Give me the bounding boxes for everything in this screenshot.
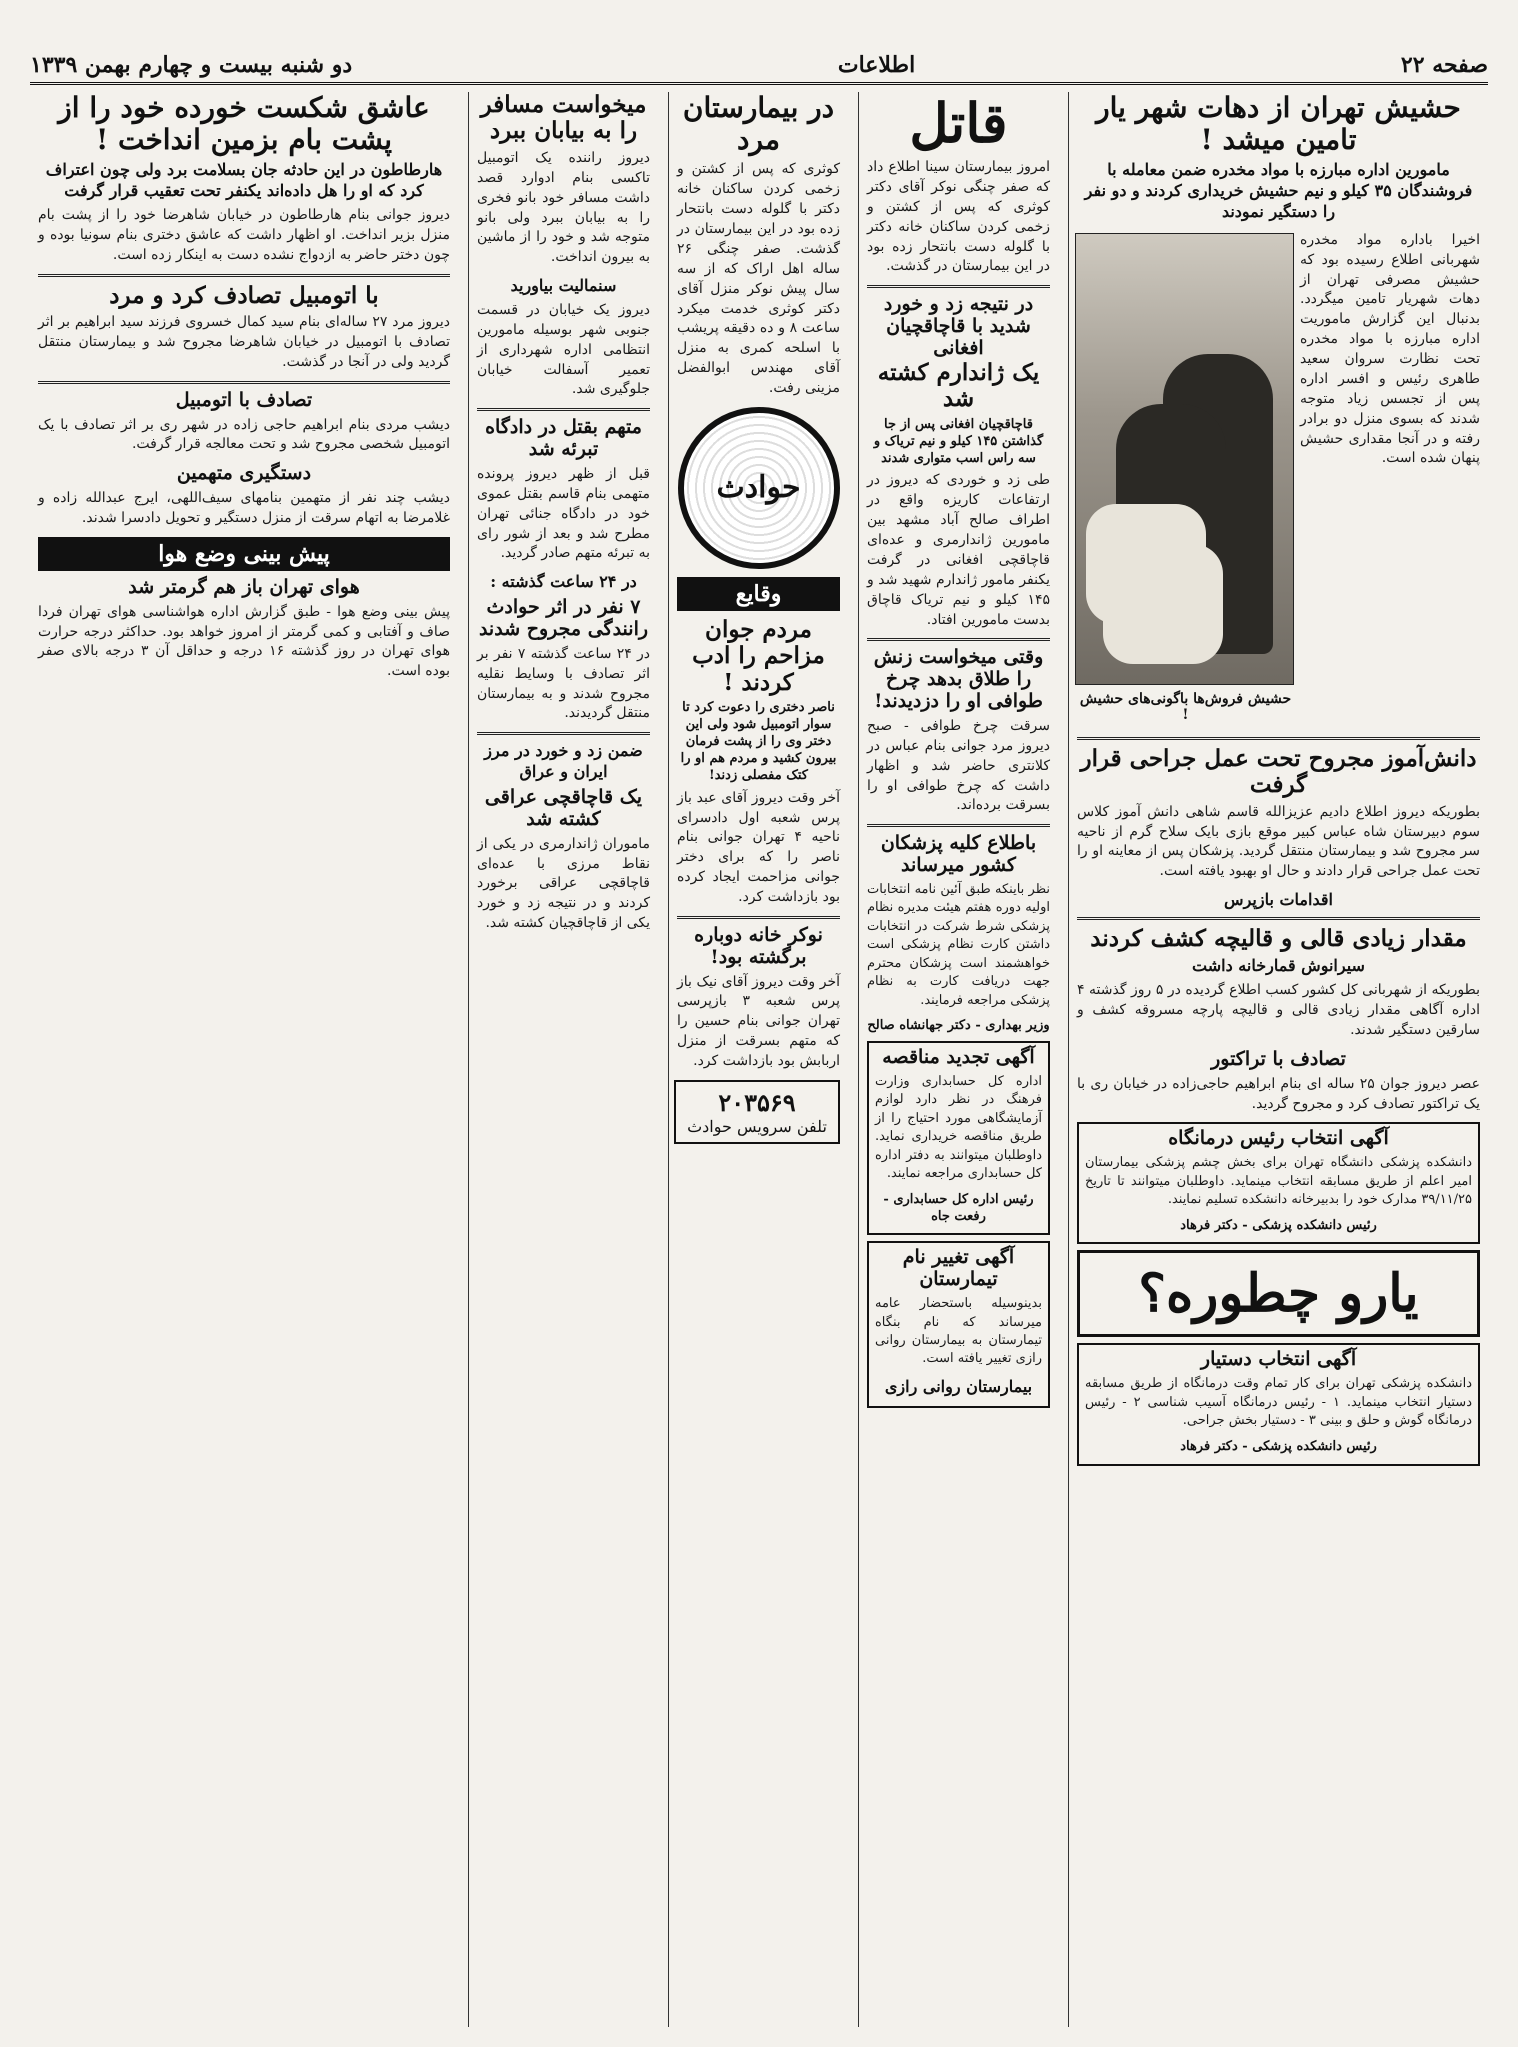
article-body-physicians: نظر باینکه طبق آئین نامه انتخابات اولیه دوره هفتم هیئت مدیره نظام پزشکی شرط شرکت در انتخابات داشتن کارت نظام پزشکی است خواهشمند است پزشکان محترم جهت دریافت کارت به نظام پزشکی مراجعه فرمایند. — [867, 882, 1050, 1008]
photo-hashish-sellers — [1075, 233, 1294, 685]
subhead-youth: ناصر دختری را دعوت کرد تا سوار اتومبیل شود ولی این دختر وی را از پشت فرمان بیرون کشید و مردم هم او را کتک مفصلی زدند! — [680, 700, 837, 783]
article-body-hashish: اخیرا باداره مواد مخدره شهربانی اطلاع رسیده بود که حشیش مصرفی تهران از دهات شهریار تامین میگردد. بدنبال این گزارش ماموریت اداره مبارزه با مواد مخدره تحت نظارت سروان سعید طاهری رئیس و افسر اداره پس از تجسس زیاد متوجه شدند که بسوی منزل دو برادر رفته و در آنجا مقداری حشیش پنهان شده است. — [1300, 231, 1480, 467]
notice-assistant — [1077, 1343, 1480, 1465]
article-body-killer: امروز بیمارستان سینا اطلاع داد که صفر چنگی نوکر آقای دکتر کوثری که پس از کشتن و زخمی کردن ساکنان خانه دکتر با گلوله دست بانتحار زده بود در این بیمارستان در گذشت. — [867, 159, 1050, 275]
section-investigator: اقدامات بازپرس — [1224, 890, 1333, 910]
headline-traffic-injured: ۷ نفر در اثر حوادث رانندگی مجروح شدند — [478, 596, 649, 640]
article-body-accident: دیشب مردی بنام ابراهیم حاجی زاده در شهر ری بر اثر تصادف با یک اتومبیل شخصی مجروح شد و تحت معالجه قرار گرفت. — [38, 416, 450, 453]
article-body-youth: آخر وقت دیروز آقای عبد باز پرس شعبه اول دادسرای ناحیه ۴ تهران جوانی بنام ناصر را که برای دختر جوانی مزاحمت ایجاد کرده بود بازداشت کرد. — [677, 789, 840, 906]
rename-body: بدینوسیله باستحضار عامه میرساند که نام بنگاه تیمارستان به بیمارستان روانی رازی تغییر یافته است. — [875, 1296, 1042, 1367]
subhead-cement: سنمالیت بیاورید — [510, 276, 617, 296]
article-body-iraq: ماموران ژاندارمری در یکی از نقاط مرزی با عده‌ای قاچاقچی عراقی برخورد کردند و در نتیجه زد و خورد یکی از قاچاقچیان کشته شد. — [477, 835, 650, 932]
column-3 — [668, 92, 848, 2027]
headline-carpets: مقدار زیادی قالی و قالیچه کشف کردند — [1090, 924, 1467, 952]
notice2-signature: رئیس دانشکده پزشکی - دکتر فرهاد — [1180, 1438, 1377, 1454]
tender-signature: رئیس اداره کل حسابداری - رفعت جاه — [883, 1191, 1034, 1224]
notice-hospital-rename — [867, 1241, 1050, 1407]
physicians-signature: وزیر بهداری - دکتر جهانشاه صالح — [867, 1018, 1050, 1034]
article-body-died: کوثری که پس از کشتن و زخمی کردن ساکنان خانه دکتر با گلوله دست بانتحار زده بود در این بیمارستان در گذشت. صفر چنگی ۲۶ ساله اهل اراک که از سه سال پیش نوکر منزل آقای دکتر کوثری خدمت میکرد ساعت ۸ و ده دقیقه پریشب با اسلحه کمری به منزل آقای مهندس ابوالفضل مزینی رفت. — [677, 161, 841, 396]
events-phone-number: ۲۰۳۵۶۹ — [718, 1087, 796, 1117]
column-5 — [30, 92, 458, 2027]
weather-forecast-banner: پیش بینی وضع هوا — [38, 537, 450, 571]
headline-youth-punished: مردم جوان مزاحم را ادب کردند ! — [692, 615, 825, 696]
headline-killer: قاتل — [909, 92, 1008, 155]
events-banner: وقایع — [677, 577, 840, 611]
column-1 — [1068, 92, 1488, 2027]
subhead-afghan: قاچاقچیان افغانی پس از جا گذاشتن ۱۴۵ کیلو و نیم تریاک و سه راس اسب متواری شدند — [873, 416, 1044, 466]
issue-date: دو شنبه بیست و چهارم بهمن ۱۳۳۹ — [30, 52, 353, 78]
notice2-title: آگهی انتخاب دستیار — [1200, 1348, 1357, 1371]
article-body-acquitted: قبل از ظهر دیروز پرونده متهمی بنام قاسم بقتل عموی خود در دادگاه جنائی تهران مطرح شد و بعد از شور رای به تبرئه متهم صادر گردید. — [477, 465, 650, 562]
article-body-crash: دیروز مرد ۲۷ ساله‌ای بنام سید کمال خسروی فرزند سید ابراهیم بر اثر تصادف با اتومبیل در خیابان شاهرضا مجروح شد و بیمارستان منتقل گردید ولی در آنجا در گذشت. — [38, 314, 450, 370]
headline-iraqi-smuggler: یک قاچاقچی عراقی کشته شد — [484, 785, 643, 830]
headline-acquitted: متهم بقتل در دادگاه تبرئه شد — [485, 416, 642, 461]
headline-servant-returned: نوکر خانه دوباره برگشته بود! — [694, 923, 823, 968]
photo-caption: حشیش فروش‌ها باگونی‌های حشیش ! — [1079, 690, 1292, 723]
headline-student-surgery: دانش‌آموز مجروح تحت عمل جراحی قرار گرفت — [1080, 744, 1477, 799]
masthead — [30, 48, 1488, 85]
article-body-lover: دیروز جوانی بنام هارطاطون در خیابان شاهرضا خود را از پشت بام منزل بزیر انداخت. او اظهار داشت که عاشق دختری بنام سونیا بوده و چون دختر حاضر به ازدواج نشده دست به اینکار زده است. — [38, 206, 450, 263]
subhead-lover: هارطاطون در این حادثه جان بسلامت برد ولی چون اعتراف کرد که او را هل داده‌اند یکنفر تحت تعقیب قرار گرفت — [45, 160, 443, 201]
rename-new-name: بیمارستان روانی رازی — [884, 1376, 1033, 1396]
headline-tractor: تصادف با تراکتور — [1211, 1047, 1346, 1070]
subhead-24h: در ۲۴ ساعت گذشته : — [490, 572, 637, 592]
subhead-hashish: مامورین اداره مبارزه با مواد مخدره ضمن معامله با فروشندگان ۳۵ کیلو و نیم حشیش خریداری کردند و دو نفر را دستگیر نمودند — [1084, 160, 1473, 221]
headline-arrest: دستگیری متهمین — [176, 462, 312, 485]
headline-car-accident: تصادف با اتومبیل — [175, 388, 313, 411]
headline-gendarme-killed: یک ژاندارم کشته شد — [877, 358, 1040, 413]
article-body-cement: دیروز یک خیابان در قسمت جنوبی شهر بوسیله مامورین انتظامی اداره شهرداری از تعمیر آسفالت خیابان جلوگیری شد. — [477, 301, 650, 398]
column-4 — [468, 92, 658, 2027]
headline-died-hospital: در بیمارستان مرد — [682, 92, 835, 157]
headline-cart-stolen: وقتی میخواست زنش را طلاق بدهد چرخ طوافی او را دزدیدند! — [873, 646, 1044, 713]
advertisement-yaroo: یارو چطوره؟ — [1077, 1250, 1480, 1337]
headline-lover: عاشق شکست خورده خود را از پشت بام بزمین انداخت ! — [58, 92, 430, 157]
article-body-passenger: دیروز راننده یک اتومبیل تاکسی بنام ادوارد قصد داشت مسافر خود بانو فخری را به بیابان ببرد ولی بانو متوجه شد و خود را از ماشین به بیرون انداخت. — [477, 149, 650, 266]
events-phone-label: تلفن سرویس حوادث — [687, 1116, 827, 1136]
notice-clinic-head — [1077, 1122, 1480, 1244]
article-body-weather: پیش بینی وضع هوا - طبق گزارش اداره هواشناسی هوای تهران فردا صاف و آفتابی و کمی گرمتر از امروز خواهد بود. حداکثر درجه حرارت هوای تهران در روز گذشته ۱۶ درجه و حداقل آن ۳ درجه بالای صفر بوده است. — [38, 603, 450, 680]
article-body-carpets: بطوریکه از شهربانی کل کشور کسب اطلاع گردیده در ۵ روز گذشته ۴ اداره آگاهی مقدار زیادی قالی و قالیچه پارچه مسروقه کشف و سارقین دستگیر شدند. — [1077, 982, 1480, 1038]
headline-passenger: میخواست مسافر را به بیابان ببرد — [480, 92, 647, 145]
page-number: صفحه ۲۲ — [1400, 52, 1488, 78]
article-body-student: بطوریکه دیروز اطلاع دادیم عزیزالله قاسم شاهی دانش آموز کلاس سوم دبیرستان شاه عباس کبیر موقع بازی بایک سلاح گرم از ناحیه سر مجروح شد و بیمارستان منتقل گردید. پزشکان پس از معاینه او را تحت عمل جراحی قرار دادند و حال او بهبود یافته است. — [1077, 803, 1480, 880]
notice-body: دانشکده پزشکی دانشگاه تهران برای بخش چشم پزشکی بیمارستان امیر اعلم از طریق مسابقه انتخاب مینماید. داوطلبان میتوانند تا تاریخ ۳۹/۱۱/۲۵ مدارک خود را بدبیرخانه دانشکده تسلیم نمایند. — [1085, 1155, 1472, 1208]
article-body-afghan: طی زد و خوردی که دیروز در ارتفاعات کاریزه واقع در اطراف صالح آباد مشهد بین مامورین ژاندارمری و عده‌ای قاچاقچی افغانی در گرفت یکنفر مامور ژاندارم شهید شد و ۱۴۵ کیلو و نیم تریاک قاچاق بدست مامورین افتاد. — [867, 472, 1050, 628]
headline-car-crash-death: با اتومبیل تصادف کرد و مرد — [109, 281, 379, 309]
article-body-cart: سرقت چرخ طوافی - صبح دیروز مرد جوانی بنام عباس در کلانتری حاضر شد و اظهار داشت که چرخ طوافی او را بسرقت برده‌اند. — [867, 717, 1050, 814]
article-body-servant: آخر وقت دیروز آقای نیک باز پرس شعبه ۳ بازپرسی تهران جوانی بنام حسین را که متهم بسرقت از منزل اربابش بود بازداشت کرد. — [677, 973, 840, 1070]
headline-afghan-clash: در نتیجه زد و خورد شدید با قاچاقچیان افغانی — [883, 293, 1034, 360]
events-logo: حوادث — [678, 407, 840, 569]
notice2-body: دانشکده پزشکی تهران برای کار تمام وقت درمانگاه از طریق مسابقه دستیار انتخاب مینماید. ۱ - رئیس درمانگاه آسیب شناسی ۲ - رئیس درمانگاه گوش و حلق و بینی ۳ - دستیار بخش جراحی. — [1085, 1376, 1472, 1429]
tender-title: آگهی تجدید مناقصه — [882, 1046, 1035, 1069]
headline-hashish: حشیش تهران از دهات شهر یار تامین میشد ! — [1096, 92, 1461, 157]
events-phone-box — [674, 1080, 840, 1144]
notice-title: آگهی انتخاب رئیس درمانگاه — [1168, 1127, 1389, 1150]
headline-weather: هوای تهران باز هم گرمتر شد — [128, 575, 360, 598]
article-body-tractor: عصر دیروز جوان ۲۵ ساله ای بنام ابراهیم حاجی‌زاده در خیابان ری با یک تراکتور تصادف کرد و مجروح گردید. — [1077, 1075, 1480, 1112]
notice-signature: رئیس دانشکده پزشکی - دکتر فرهاد — [1180, 1217, 1377, 1233]
paper-name: اطلاعات — [837, 52, 916, 78]
headline-physicians: باطلاع کلیه پزشکان کشور میرساند — [880, 832, 1037, 877]
subhead-siranoush: سیرانوش قمارخانه داشت — [1192, 956, 1365, 976]
tender-body: اداره کل حسابداری وزارت فرهنگ در نظر دارد لوازم آزمایشگاهی مورد احتیاج را از طریق مناقصه خریداری نماید. داوطلبان میتوانند به دفتر اداره کل حسابداری مراجعه نمایند. — [875, 1073, 1042, 1182]
rename-title: آگهی تغییر نام تیمارستان — [902, 1246, 1015, 1291]
article-body-arrest: دیشب چند نفر از متهمین بنامهای سیف‌اللهی، ایرج عبدالله زاده و غلامرضا به اتهام سرقت از منزل دستگیر و تحویل دادسرا شدند. — [38, 490, 450, 526]
notice-tender — [867, 1041, 1050, 1235]
article-body-traffic: در ۲۴ ساعت گذشته ۷ نفر بر اثر تصادف با وسایط نقلیه مجروح شدند و به بیمارستان منتقل گردیدند. — [477, 645, 650, 722]
headline-iraq-border: ضمن زد و خورد در مرز ایران و عراق — [484, 741, 643, 782]
column-2 — [858, 92, 1058, 2027]
